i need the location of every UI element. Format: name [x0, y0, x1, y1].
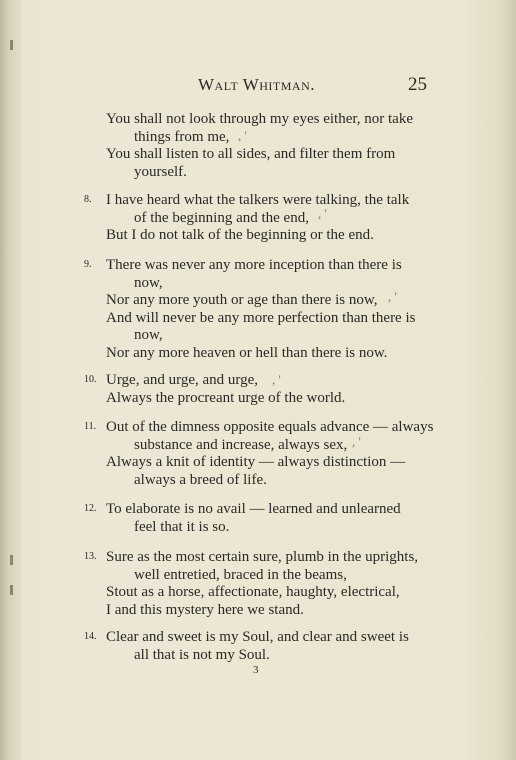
- pencil-mark: , ': [352, 434, 361, 449]
- poem-line: Sure as the most certain sure, plumb in the uprights,: [106, 549, 419, 565]
- binding-stitch: [10, 585, 13, 595]
- poem-line: all that is not my Soul.: [134, 646, 270, 663]
- stanza-number: 9.: [84, 259, 92, 270]
- poem-line: Stout as a horse, affectionate, haughty, electrical,: [106, 584, 400, 601]
- stanza-number: 14.: [84, 631, 97, 642]
- pencil-mark: , ': [272, 372, 281, 387]
- stanza-number: 12.: [84, 503, 97, 514]
- poem-line: always a breed of life.: [134, 471, 267, 488]
- poem-line: Nor any more youth or age than there is now,: [106, 292, 378, 309]
- poem-line: And will never be any more perfection than there is: [106, 309, 416, 326]
- poem-line: You shall listen to all sides, and filter them from: [106, 146, 396, 163]
- stanza-number: 8.: [84, 194, 92, 205]
- poem-line: Nor any more heaven or hell than there is now.: [106, 345, 388, 361]
- poem-line: Clear and sweet is my Soul, and clear and sweet is: [106, 629, 409, 645]
- poem-line: To elaborate is no avail — learned and unlearned: [106, 501, 401, 517]
- stanza-number: 10.: [84, 374, 97, 385]
- poem-line: But I do not talk of the beginning or the end.: [106, 227, 374, 244]
- pencil-mark: , ': [238, 128, 247, 143]
- poem-line: Always a knit of identity — always distinction —: [106, 454, 406, 471]
- poem-line: I and this mystery here we stand.: [106, 601, 304, 618]
- pencil-mark: , ': [318, 206, 327, 221]
- running-header: [0, 75, 516, 99]
- stanza-number: 11.: [84, 421, 97, 432]
- poem-line: Out of the dimness opposite equals advance — always: [106, 419, 434, 435]
- poem-line: yourself.: [134, 163, 187, 180]
- poem-line: things from me,: [134, 128, 230, 145]
- poem-line: Always the procreant urge of the world.: [106, 389, 346, 406]
- poem-line: well entretied, braced in the beams,: [134, 566, 347, 583]
- poem-line: feel that it is so.: [134, 518, 230, 535]
- poem-line: now,: [134, 327, 163, 344]
- poem-line: of the beginning and the end,: [134, 209, 309, 226]
- binding-stitch: [10, 40, 13, 50]
- poem-line: now,: [134, 274, 163, 291]
- binding-stitch: [10, 555, 13, 565]
- poem-line: I have heard what the talkers were talking, the talk: [106, 192, 410, 208]
- poem-line: Urge, and urge, and urge,: [106, 372, 259, 388]
- running-title: Walt Whitman.: [198, 75, 316, 94]
- pencil-mark: , ': [388, 289, 397, 304]
- poem-line: substance and increase, always sex,: [134, 436, 348, 453]
- binding-gutter: [0, 0, 22, 760]
- poem-line: You shall not look through my eyes either, nor take: [106, 111, 414, 127]
- page-number: 25: [408, 74, 427, 95]
- stanza-number: 13.: [84, 551, 97, 562]
- printer-signature-mark: 3: [253, 664, 259, 676]
- poem-line: There was never any more inception than there is: [106, 257, 402, 273]
